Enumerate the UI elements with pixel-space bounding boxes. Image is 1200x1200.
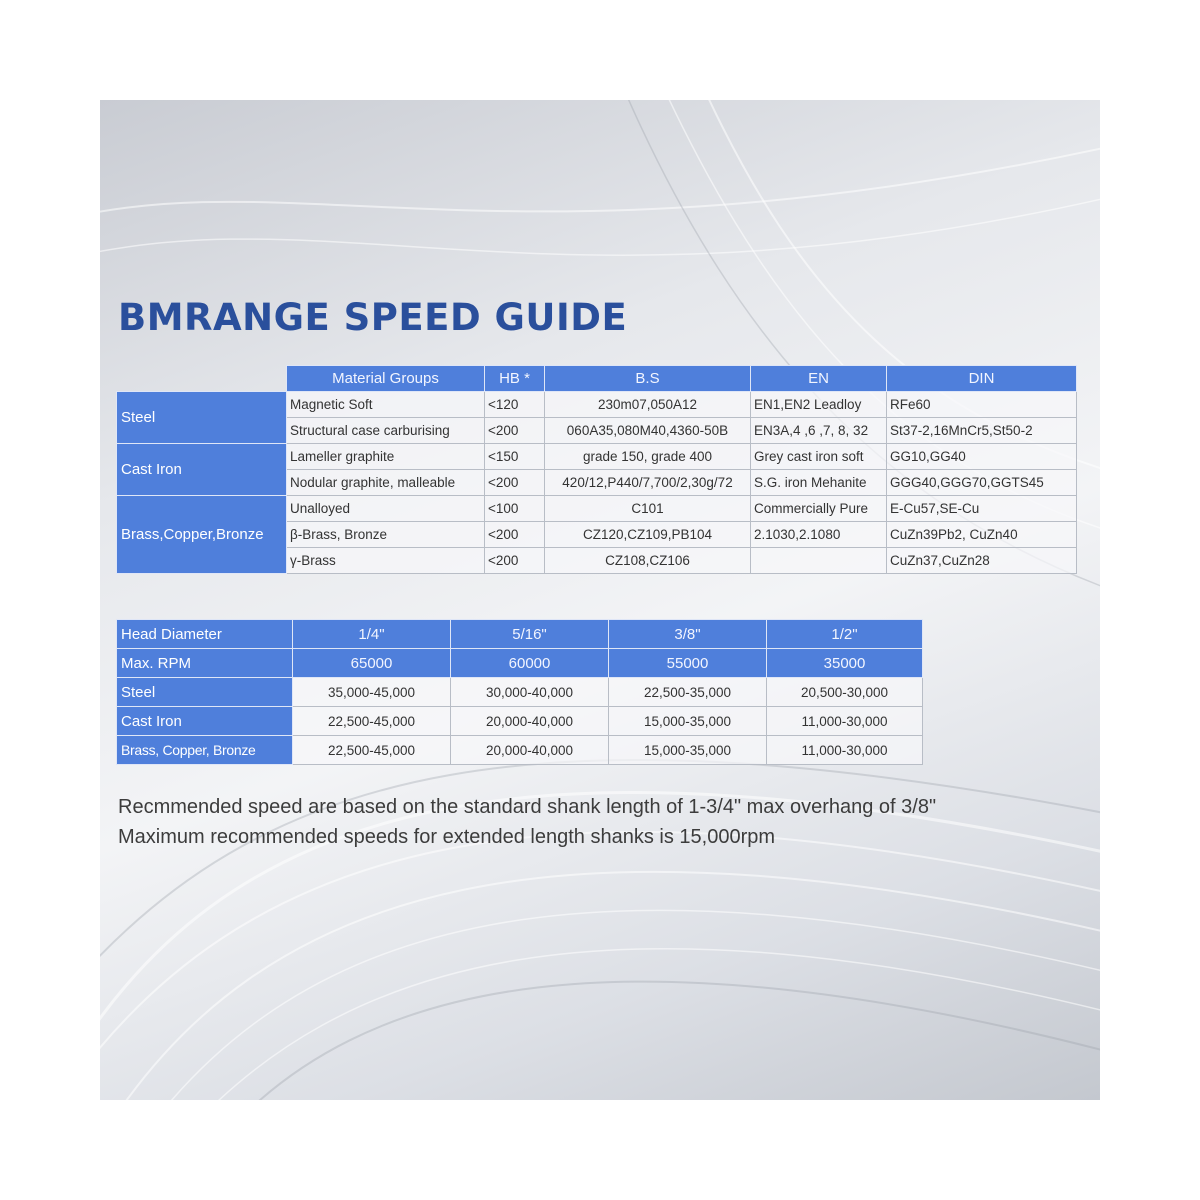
table-cell: Nodular graphite, malleable xyxy=(287,470,485,496)
max-rpm-label: Max. RPM xyxy=(117,649,293,678)
speed-cell: 22,500-45,000 xyxy=(293,736,451,765)
background-swoosh-graphic xyxy=(100,100,1100,1100)
table-cell: 230m07,050A12 xyxy=(545,392,751,418)
material-group-label: Brass,Copper,Bronze xyxy=(117,496,287,574)
table-row xyxy=(117,444,1077,470)
table-cell: Commercially Pure xyxy=(751,496,887,522)
diameter-header: 1/2" xyxy=(767,620,923,649)
table-cell: S.G. iron Mehanite xyxy=(751,470,887,496)
table-cell: <100 xyxy=(485,496,545,522)
table-cell: <200 xyxy=(485,418,545,444)
rpm-value: 35000 xyxy=(767,649,923,678)
speed-cell: 35,000-45,000 xyxy=(293,678,451,707)
speed-cell: 15,000-35,000 xyxy=(609,736,767,765)
speed-cell: 20,000-40,000 xyxy=(451,707,609,736)
table-cell: C101 xyxy=(545,496,751,522)
speed-note: Recmmended speed are based on the standard shank length of 1-3/4" max overhang of 3/8" xyxy=(118,796,937,818)
table-cell: CZ120,CZ109,PB104 xyxy=(545,522,751,548)
table-cell: 420/12,P440/7,700/2,30g/72 xyxy=(545,470,751,496)
table-cell: Grey cast iron soft xyxy=(751,444,887,470)
column-header: DIN xyxy=(887,366,1077,392)
column-header: HB * xyxy=(485,366,545,392)
material-group-label: Cast Iron xyxy=(117,444,287,496)
table-cell: <150 xyxy=(485,444,545,470)
rpm-value: 65000 xyxy=(293,649,451,678)
material-group-label: Steel xyxy=(117,392,287,444)
diameter-header: 1/4" xyxy=(293,620,451,649)
table-cell: grade 150, grade 400 xyxy=(545,444,751,470)
column-header: EN xyxy=(751,366,887,392)
table-cell: <200 xyxy=(485,522,545,548)
table-cell: CuZn39Pb2, CuZn40 xyxy=(887,522,1077,548)
table-row xyxy=(117,678,923,707)
diameter-header: 3/8" xyxy=(609,620,767,649)
material-label: Brass, Copper, Bronze xyxy=(117,736,293,765)
table-cell: GGG40,GGG70,GGTS45 xyxy=(887,470,1077,496)
table-header-row xyxy=(117,366,1077,392)
max-rpm-row xyxy=(117,649,923,678)
head-diameter-label: Head Diameter xyxy=(117,620,293,649)
extended-shank-note: Maximum recommended speeds for extended length shanks is 15,000rpm xyxy=(118,826,776,848)
speed-cell: 15,000-35,000 xyxy=(609,707,767,736)
speed-cell: 20,500-30,000 xyxy=(767,678,923,707)
speed-cell: 20,000-40,000 xyxy=(451,736,609,765)
table-cell: γ-Brass xyxy=(287,548,485,574)
table-cell: EN1,EN2 Leadloy xyxy=(751,392,887,418)
column-header: Material Groups xyxy=(287,366,485,392)
diameter-header: 5/16" xyxy=(451,620,609,649)
table-cell: Unalloyed xyxy=(287,496,485,522)
table-cell: E-Cu57,SE-Cu xyxy=(887,496,1077,522)
rpm-value: 60000 xyxy=(451,649,609,678)
table-cell: <200 xyxy=(485,470,545,496)
speed-cell: 11,000-30,000 xyxy=(767,707,923,736)
table-row xyxy=(117,392,1077,418)
speed-table xyxy=(116,619,923,765)
table-cell: CZ108,CZ106 xyxy=(545,548,751,574)
table-cell: β-Brass, Bronze xyxy=(287,522,485,548)
table-cell: Lameller graphite xyxy=(287,444,485,470)
column-header: B.S xyxy=(545,366,751,392)
table-cell xyxy=(751,548,887,574)
table-cell: <120 xyxy=(485,392,545,418)
head-diameter-row xyxy=(117,620,923,649)
table-cell: GG10,GG40 xyxy=(887,444,1077,470)
rpm-value: 55000 xyxy=(609,649,767,678)
table-cell: Magnetic Soft xyxy=(287,392,485,418)
material-label: Cast Iron xyxy=(117,707,293,736)
table-row xyxy=(117,496,1077,522)
table-cell: RFe60 xyxy=(887,392,1077,418)
speed-cell: 30,000-40,000 xyxy=(451,678,609,707)
table-row xyxy=(117,707,923,736)
page-title: BMRANGE SPEED GUIDE xyxy=(118,296,628,339)
material-label: Steel xyxy=(117,678,293,707)
table-cell: 2.1030,2.1080 xyxy=(751,522,887,548)
header-spacer xyxy=(117,366,287,392)
speed-guide-panel xyxy=(100,100,1100,1100)
table-cell: St37-2,16MnCr5,St50-2 xyxy=(887,418,1077,444)
table-cell: Structural case carburising xyxy=(287,418,485,444)
table-cell: <200 xyxy=(485,548,545,574)
material-groups-table xyxy=(116,365,1077,574)
table-cell: 060A35,080M40,4360-50B xyxy=(545,418,751,444)
table-cell: EN3A,4 ,6 ,7, 8, 32 xyxy=(751,418,887,444)
table-row xyxy=(117,736,923,765)
speed-cell: 22,500-45,000 xyxy=(293,707,451,736)
table-cell: CuZn37,CuZn28 xyxy=(887,548,1077,574)
speed-cell: 11,000-30,000 xyxy=(767,736,923,765)
speed-cell: 22,500-35,000 xyxy=(609,678,767,707)
